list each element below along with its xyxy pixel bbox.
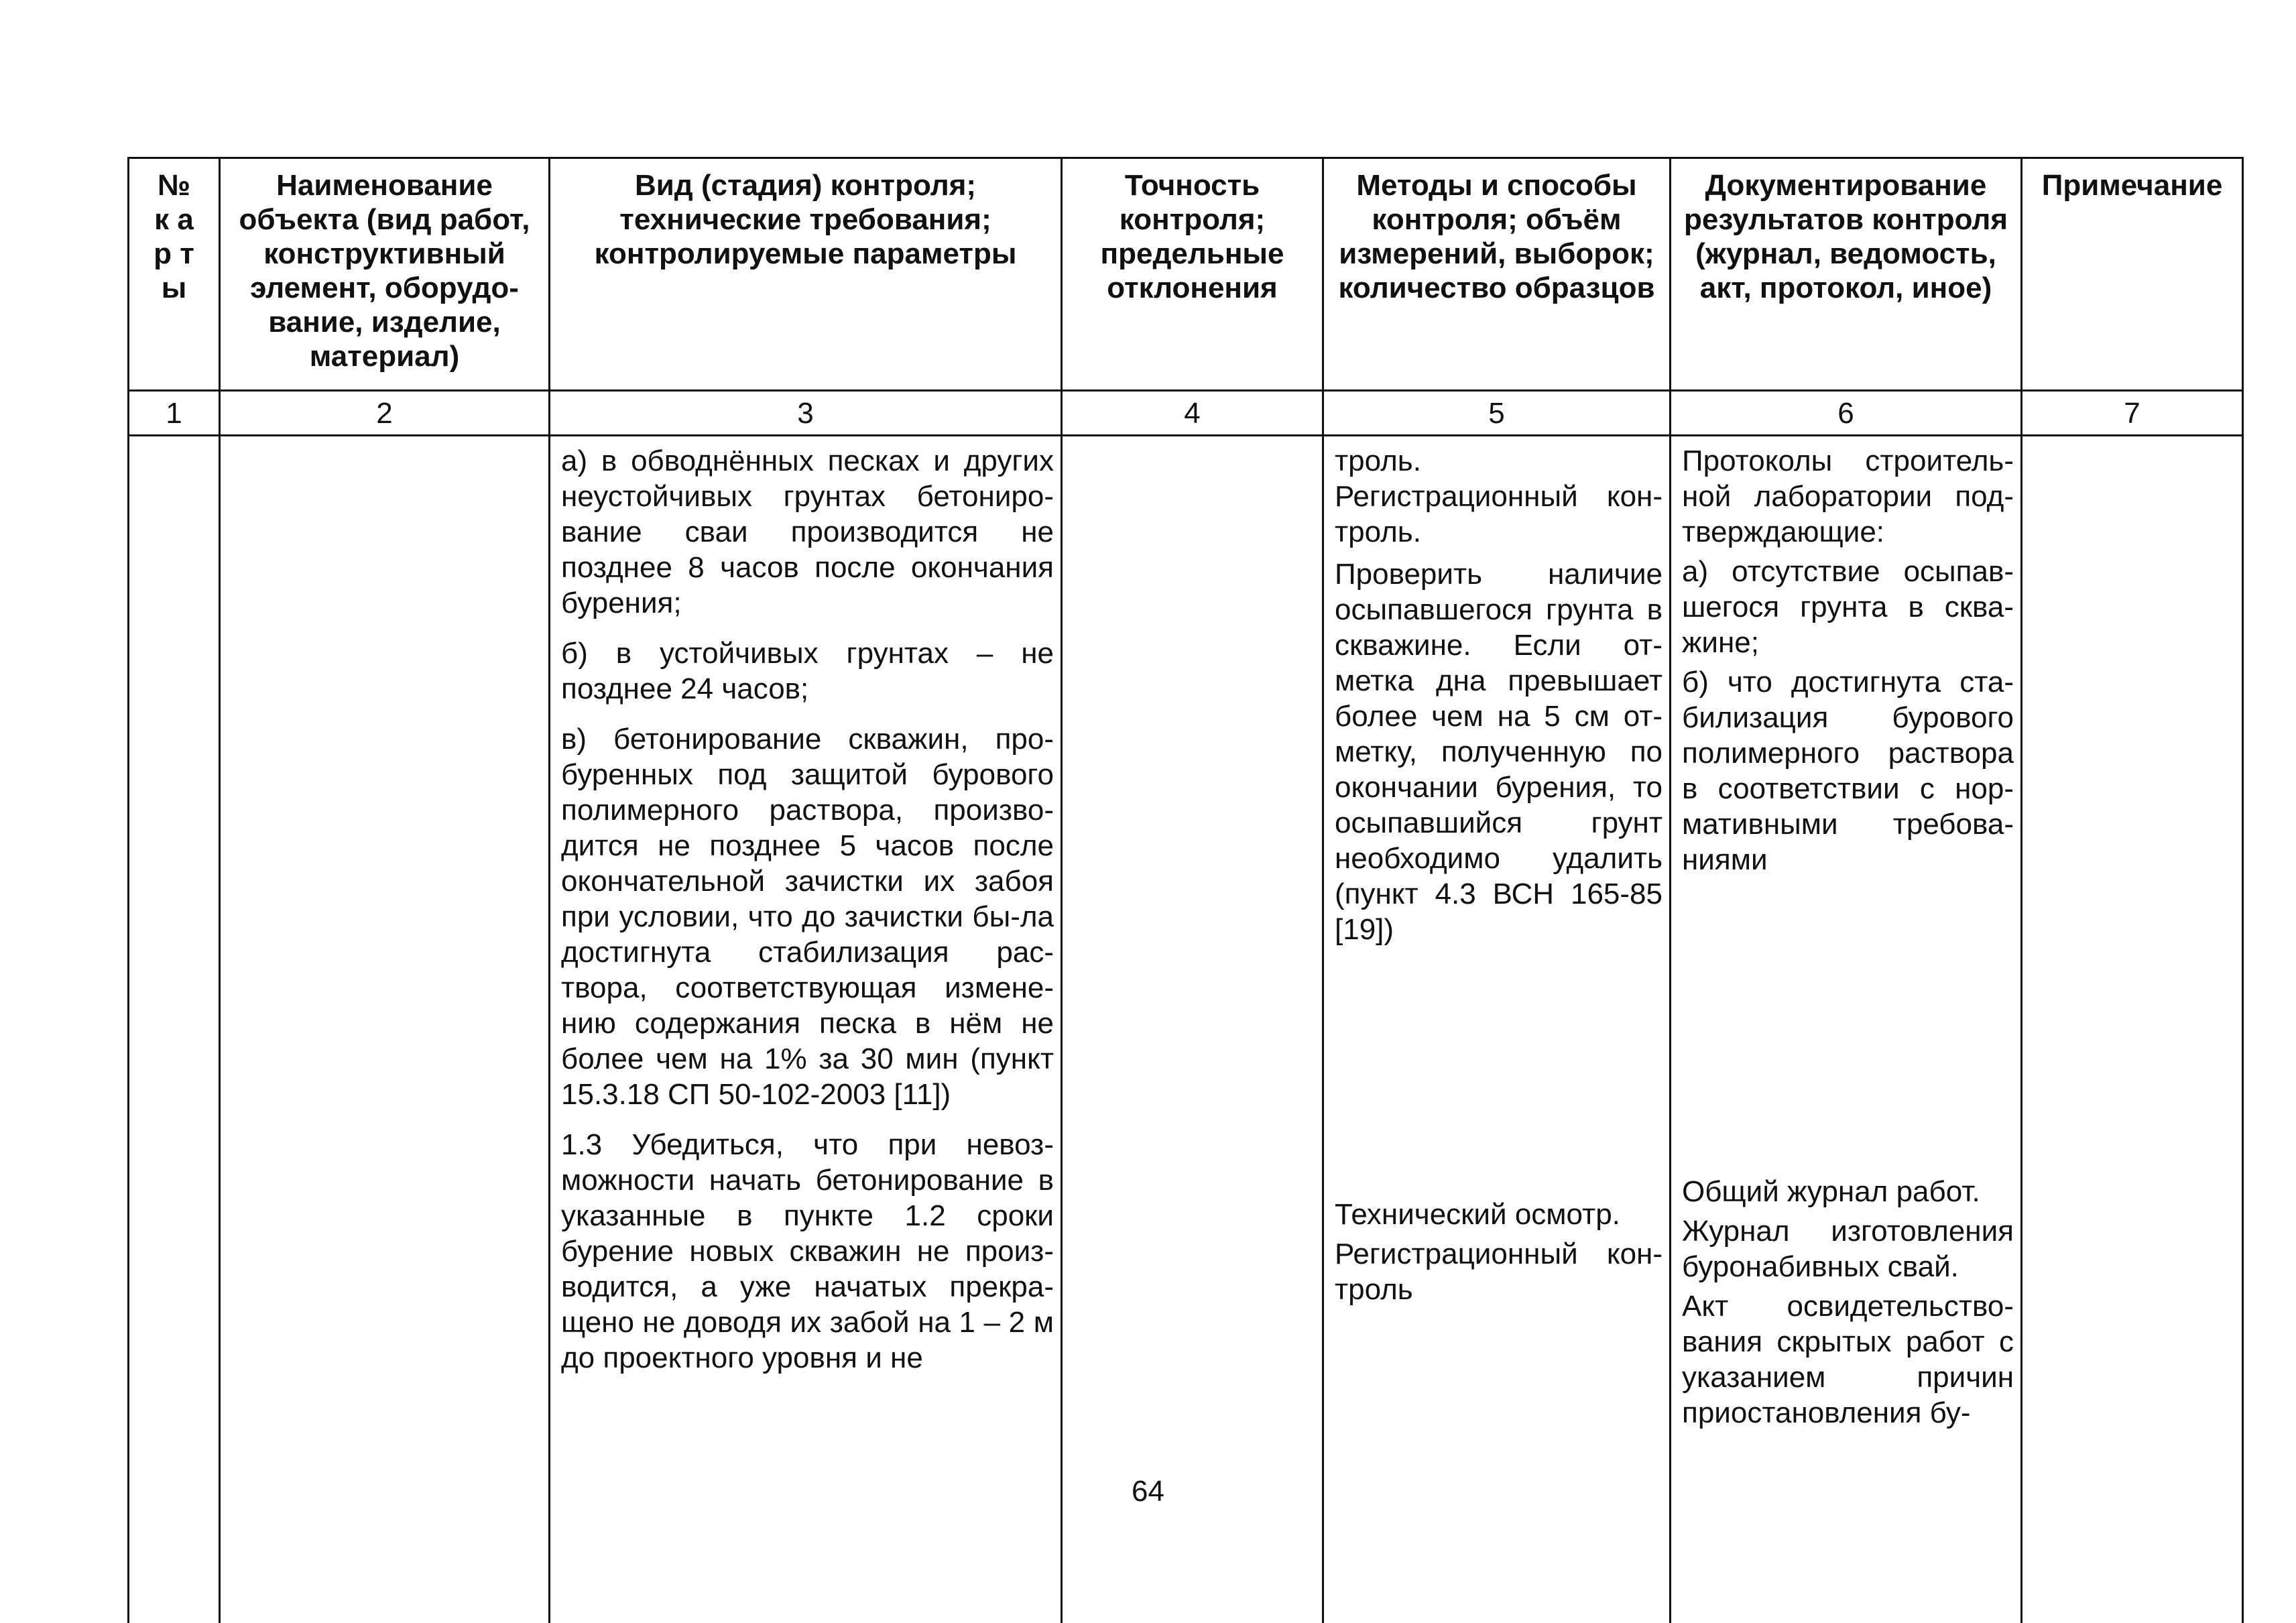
column-number: 2	[220, 391, 550, 436]
quality-control-table	[127, 157, 2244, 1623]
column-number: 4	[1062, 391, 1323, 436]
method-text-5: Регистрационный кон-троль	[1335, 1236, 1663, 1307]
object-name-cell	[220, 436, 550, 1623]
card-number-cell	[129, 436, 220, 1623]
header-note: Примечание	[2022, 158, 2243, 391]
control-type-cell	[550, 436, 1062, 1623]
method-text-4: Технический осмотр.	[1335, 1197, 1663, 1232]
header-documentation: Документирование результатов контроля (журнал, ведомость, акт, протокол, иное)	[1671, 158, 2022, 391]
header-card-number: № к а р т ы	[129, 158, 220, 391]
column-number: 3	[550, 391, 1062, 436]
documentation-cell	[1671, 436, 2022, 1623]
page-number: 64	[0, 1475, 2296, 1508]
note-cell	[2022, 436, 2243, 1623]
header-methods: Методы и способы контроля; объём измерений, выборок; количество образцов	[1323, 158, 1671, 391]
header-accuracy: Точность контроля; предельные отклонения	[1062, 158, 1323, 391]
doc-text-3: б) что достигнута ста-билизация бурового полимерного раствора в соответствии с нор-мативными требова-ниями	[1682, 664, 2014, 878]
doc-text-2: а) отсутствие осыпав-шегося грунта в сква-жине;	[1682, 554, 2014, 660]
header-control-type: Вид (стадия) контроля; технические требования; контролируемые параметры	[550, 158, 1062, 391]
method-text-3: Проверить наличие осыпавшегося грунта в скважине. Если от-метка дна превышает более чем на 5 см от-метку, полученную по окончании бурения, то осыпавшийся грунт необходимо удалить (пункт 4.3 ВСН 165-85 [19])	[1335, 556, 1663, 947]
column-number: 6	[1671, 391, 2022, 436]
requirement-v: в) бетонирование скважин, про-буренных под защитой бурового полимерного раствора, произво-дится не позднее 5 часов после окончательной зачистки их забоя при условии, что до зачистки бы-ла достигнута стабилизация рас-твора, соответствующая измене-нию содержания песка в нём не более чем на 1% за 30 мин (пункт 15.3.18 СП 50-102-2003 [11])	[561, 721, 1054, 1112]
header-row	[129, 158, 2243, 391]
header-object-name: Наименование объекта (вид работ, конструктивный элемент, оборудо-вание, изделие, материал)	[220, 158, 550, 391]
doc-text-4: Общий журнал работ.	[1682, 1174, 2014, 1209]
requirement-a: а) в обводнённых песках и других неустойчивых грунтах бетониро-вание сваи производится не позднее 8 часов после окончания бурения;	[561, 443, 1054, 621]
doc-text-6: Акт освидетельство-вания скрытых работ с указанием причин приостановления бу-	[1682, 1288, 2014, 1431]
column-number: 1	[129, 391, 220, 436]
accuracy-cell	[1062, 436, 1323, 1623]
methods-cell	[1323, 436, 1671, 1623]
method-text-2: Регистрационный кон-троль.	[1335, 479, 1663, 550]
requirement-b: б) в устойчивых грунтах – не позднее 24 часов;	[561, 636, 1054, 707]
column-number: 7	[2022, 391, 2243, 436]
content-row	[129, 436, 2243, 1623]
column-number: 5	[1323, 391, 1671, 436]
method-text-1: троль.	[1335, 443, 1663, 479]
doc-text-1: Протоколы строитель-ной лаборатории под-тверждающие:	[1682, 443, 2014, 550]
column-number-row	[129, 391, 2243, 436]
doc-text-5: Журнал изготовления буронабивных свай.	[1682, 1213, 2014, 1284]
requirement-1-3: 1.3 Убедиться, что при невоз-можности начать бетонирование в указанные в пункте 1.2 сроки бурение новых скважин не произ-водится, а уже начатых прекра-щено не доводя их забой на 1 – 2 м до проектного уровня и не	[561, 1127, 1054, 1376]
